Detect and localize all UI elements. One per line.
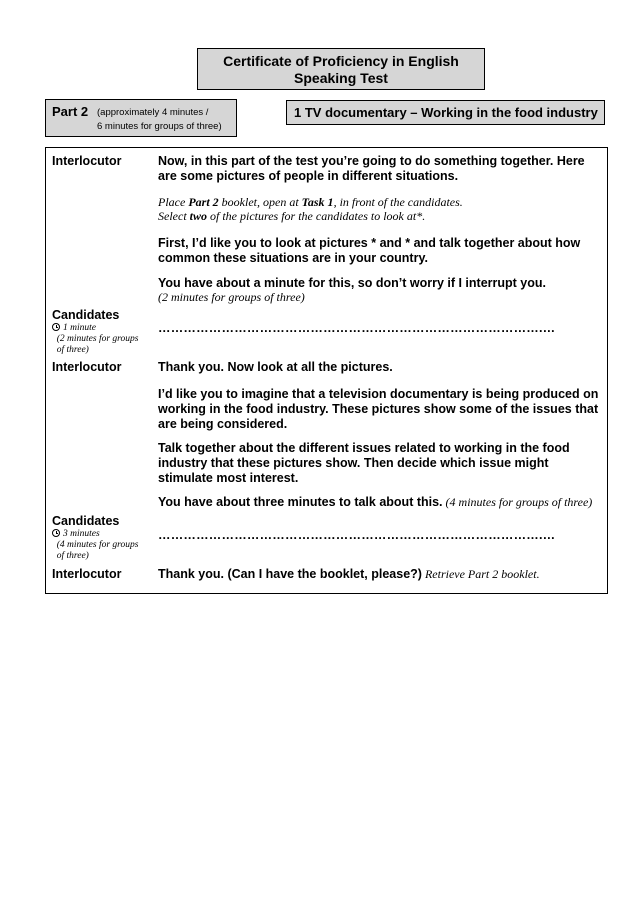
script-box	[45, 147, 608, 594]
three-minutes-text: You have about three minutes to talk about this. (4 minutes for groups of three)	[158, 495, 593, 509]
select-instruction: Select two of the pictures for the candidates to look at*.	[158, 209, 426, 223]
final-text: Thank you. (Can I have the booklet, please?) Retrieve Part 2 booklet.	[158, 567, 540, 581]
candidates-label-2: Candidates	[52, 514, 120, 528]
part-time-line-1: (approximately 4 minutes /	[97, 107, 209, 118]
task-box: 1 TV documentary – Working in the food industry	[286, 100, 605, 125]
intro-text: Now, in this part of the test you’re going to do something together. Here are some pictures of people in different situations.	[158, 154, 585, 183]
minute-text: You have about a minute for this, so don’t worry if I interrupt you.	[158, 276, 546, 290]
clock-icon	[52, 529, 60, 537]
candidates-2-dots: ……………………………………………………………………………….…	[158, 528, 556, 542]
first-look-text: First, I’d like you to look at pictures * and * and talk together about how common these situations are in your country.	[158, 236, 581, 265]
interlocutor-label-2: Interlocutor	[52, 360, 122, 374]
part-label: Part 2	[52, 104, 89, 119]
candidates-1-dots: ……………………………………………………………………………….…	[158, 321, 556, 335]
thank-you-text: Thank you. Now look at all the pictures.	[158, 360, 393, 374]
title-line-1: Certificate of Proficiency in English	[223, 53, 459, 69]
part-time-line-2: 6 minutes for groups of three)	[97, 121, 222, 132]
minute-groups-text: (2 minutes for groups of three)	[158, 290, 305, 304]
candidates-2-timing: 3 minutes (4 minutes for groups of three)	[52, 529, 138, 562]
candidates-1-timing: 1 minute (2 minutes for groups of three)	[52, 323, 138, 356]
candidates-label-1: Candidates	[52, 308, 120, 322]
imagine-text: I’d like you to imagine that a television documentary is being produced on working in the food industry. These pictures show some of the issues that are being considered.	[158, 387, 599, 431]
clock-icon	[52, 323, 60, 331]
talk-together-text: Talk together about the different issues related to working in the food industry that these pictures show. Then decide which issue might stimulate most interest.	[158, 441, 570, 485]
title-box	[197, 48, 485, 90]
title-line-2: Speaking Test	[294, 70, 388, 86]
interlocutor-label-1: Interlocutor	[52, 154, 122, 168]
part-box	[45, 99, 237, 137]
interlocutor-label-3: Interlocutor	[52, 567, 122, 581]
placement-instruction: Place Part 2 booklet, open at Task 1, in front of the candidates.	[158, 195, 463, 209]
